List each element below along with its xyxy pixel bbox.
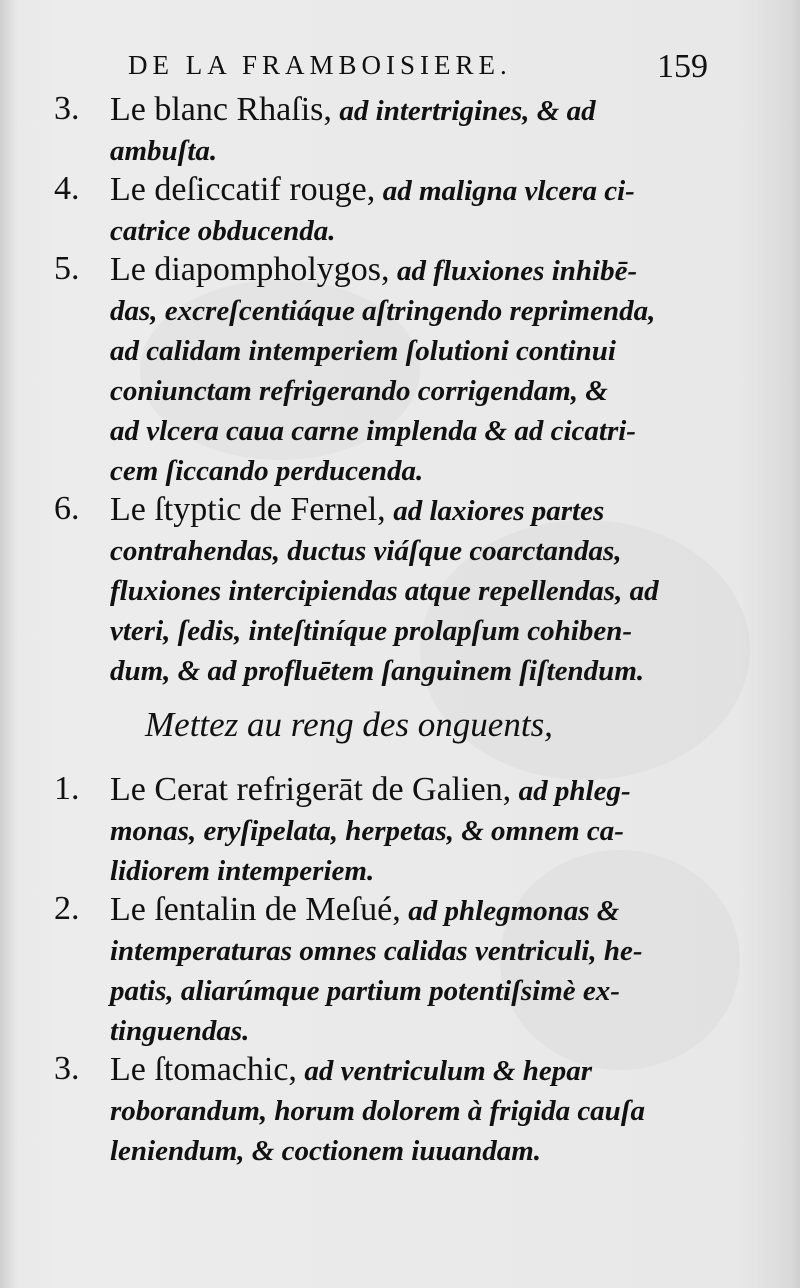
entry-continuation: ad calidam intemperiem ſolutioni continui [110, 335, 616, 367]
entry-text [110, 1050, 710, 1171]
entry-latin: ad phleg- [518, 775, 631, 807]
entry-text [110, 490, 710, 691]
entry-lead: Le ſtomachic, [110, 1051, 297, 1088]
entry-first-line [110, 770, 710, 811]
entry-number: 1. [54, 770, 80, 807]
entry-first-line [110, 90, 710, 131]
entry-lead: Le ſentalin de Meſué, [110, 891, 401, 928]
entry-latin: ad phlegmonas & [408, 895, 620, 927]
entry-first-line [110, 490, 710, 531]
entry-continuation: dum, & ad profluētem ſanguinem ſiſtendum. [110, 655, 645, 687]
entry-number: 5. [54, 250, 80, 287]
entry-lead: Le deſiccatif rouge, [110, 171, 376, 208]
entry-first-line [110, 170, 710, 211]
entry-latin: ad maligna vlcera ci- [382, 175, 635, 207]
entry-continuation: fluxiones intercipiendas atque repellendas, ad [110, 575, 659, 607]
entry-continuation: leniendum, & coctionem iuuandam. [110, 1135, 542, 1167]
entry-continuation: patis, aliarúmque partium potentiſsimè ex- [110, 975, 620, 1007]
running-head: DE LA FRAMBOISIERE. [128, 50, 512, 80]
entry-continuation: monas, eryſipelata, herpetas, & omnem ca- [110, 815, 624, 847]
section-heading: Mettez au reng des onguents, [145, 705, 553, 744]
entry-number: 4. [54, 170, 80, 207]
entry-lead: Le Cerat refrigerāt de Galien, [110, 771, 512, 808]
entry-continuation: lidiorem intemperiem. [110, 855, 375, 887]
entry-continuation: intemperaturas omnes calidas ventriculi, he- [110, 935, 643, 967]
entry-continuation: ambuſta. [110, 135, 218, 167]
entry-text [110, 250, 710, 491]
entry-continuation: cem ſiccando perducenda. [110, 455, 424, 487]
entry-number: 3. [54, 90, 80, 127]
entry-continuation: catrice obducenda. [110, 215, 336, 247]
entry-latin: ad laxiores partes [393, 495, 605, 527]
entry-continuation: contrahendas, ductus viáſque coarctandas, [110, 535, 622, 567]
entry-continuation: roborandum, horum dolorem à frigida cauſa [110, 1095, 645, 1127]
entry-latin: ad intertrigines, & ad [339, 95, 596, 127]
entry-continuation: vteri, ſedis, inteſtiníque prolapſum cohiben- [110, 615, 632, 647]
entry-latin: ad ventriculum & hepar [304, 1055, 593, 1087]
entry-text [110, 90, 710, 171]
entry-text [110, 890, 710, 1051]
entry-continuation: das, excreſcentiáque aſtringendo reprimenda, [110, 295, 656, 327]
entry-continuation: ad vlcera caua carne implenda & ad cicatri- [110, 415, 636, 447]
page-number: 159 [657, 48, 708, 85]
page-header [128, 50, 708, 90]
entry-latin: ad fluxiones inhibē- [397, 255, 638, 287]
entry-number: 2. [54, 890, 80, 927]
entry-continuation: tinguendas. [110, 1015, 250, 1047]
entry-number: 6. [54, 490, 80, 527]
entry-first-line [110, 250, 710, 291]
entry-lead: Le diapompholygos, [110, 251, 390, 288]
entry-lead: Le ſtyptic de Fernel, [110, 491, 386, 528]
entry-number: 3. [54, 1050, 80, 1087]
entry-continuation: coniunctam refrigerando corrigendam, & [110, 375, 608, 407]
entry-text [110, 170, 710, 251]
entry-text [110, 770, 710, 891]
entry-lead: Le blanc Rhaſis, [110, 91, 332, 128]
entry-first-line [110, 1050, 710, 1091]
entry-first-line [110, 890, 710, 931]
